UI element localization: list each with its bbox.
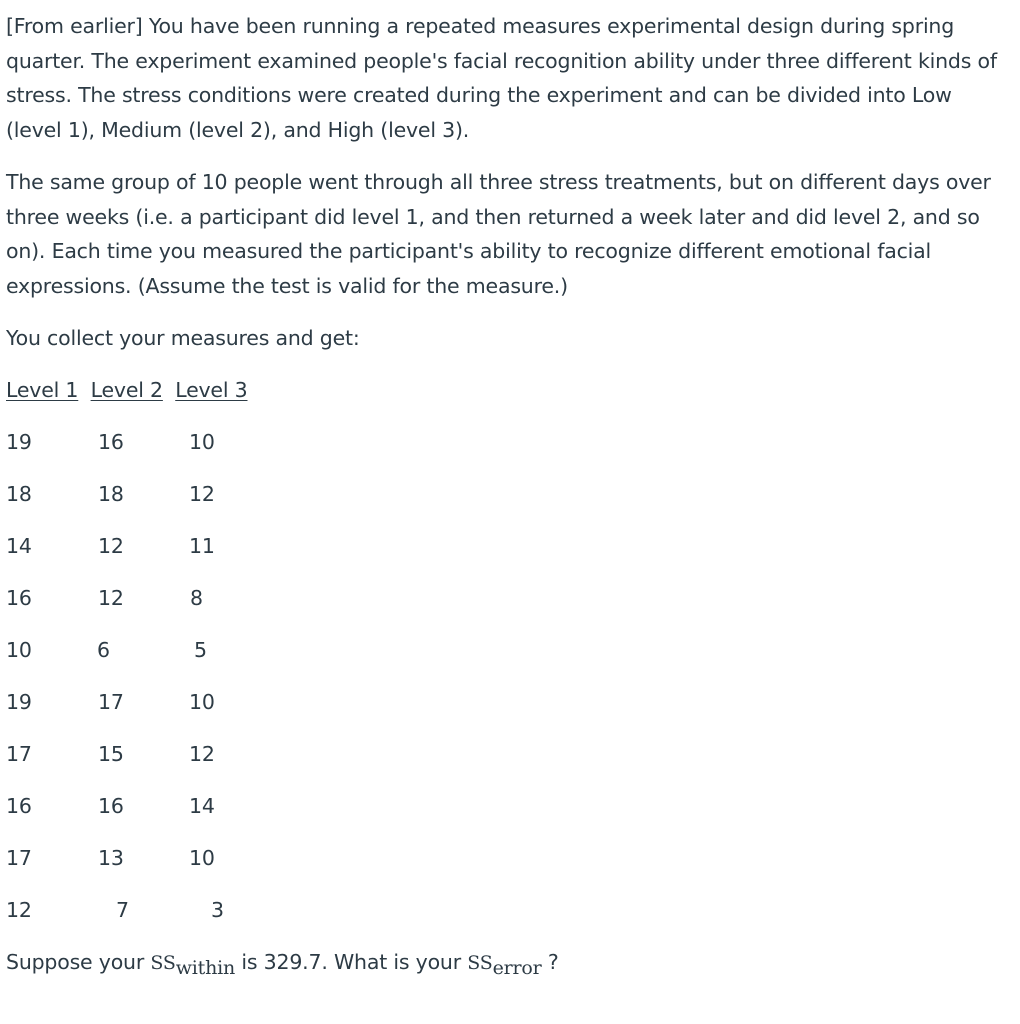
ss-error-subscript: error: [492, 957, 542, 979]
cell-level-3: 14: [189, 794, 215, 818]
cell-level-1: 19: [6, 690, 32, 714]
table-row: [0, 425, 400, 459]
cell-level-3: 10: [189, 430, 215, 454]
cell-level-1: 19: [6, 430, 32, 454]
cell-level-1: 14: [6, 534, 32, 558]
question-suffix: ?: [541, 950, 559, 974]
intro-paragraph-3: You collect your measures and get:: [6, 326, 360, 350]
cell-level-2: 6: [97, 638, 110, 662]
question-prefix: Suppose your: [6, 950, 151, 974]
cell-level-1: 16: [6, 794, 32, 818]
column-header-level-3: Level 3: [175, 378, 248, 402]
table-row: [0, 841, 400, 875]
question-middle: is 329.7. What is your: [235, 950, 468, 974]
table-row: [0, 529, 400, 563]
intro-paragraph-2: The same group of 10 people went through all three stress treatments, but on different days over three weeks (i.e. a participant did level 1, and then returned a week later and did level 2, and so on). Each time you measured the participant's ability to recognize different emotional facial expressions. (Assume the test is valid for the measure.): [6, 170, 991, 298]
cell-level-3: 5: [194, 638, 207, 662]
ss-within-symbol: SS: [150, 952, 176, 974]
cell-level-2: 12: [98, 586, 124, 610]
cell-level-3: 12: [189, 742, 215, 766]
cell-level-2: 17: [98, 690, 124, 714]
table-row: [0, 893, 400, 927]
cell-level-1: 17: [6, 742, 32, 766]
table-row: [0, 789, 400, 823]
cell-level-1: 10: [6, 638, 32, 662]
table-row: [0, 633, 400, 667]
column-header-level-2: Level 2: [90, 378, 163, 402]
cell-level-3: 10: [189, 690, 215, 714]
cell-level-3: 3: [211, 898, 224, 922]
cell-level-2: 15: [98, 742, 124, 766]
cell-level-1: 12: [6, 898, 32, 922]
cell-level-3: 11: [189, 534, 215, 558]
cell-level-2: 13: [98, 846, 124, 870]
table-header: [6, 373, 254, 407]
intro-paragraph-1: [From earlier] You have been running a repeated measures experimental design during spring quarter. The experiment examined people's facial recognition ability under three different kinds of stress. The stress conditions were created during the experiment and can be divided into Low (level 1), Medium (level 2), and High (level 3).: [6, 14, 997, 142]
table-row: [0, 477, 400, 511]
table-row: [0, 737, 400, 771]
table-row: [0, 581, 400, 615]
cell-level-2: 18: [98, 482, 124, 506]
cell-level-2: 12: [98, 534, 124, 558]
cell-level-1: 18: [6, 482, 32, 506]
cell-level-3: 12: [189, 482, 215, 506]
table-row: [0, 685, 400, 719]
cell-level-2: 16: [98, 794, 124, 818]
question-prompt: [6, 945, 559, 980]
cell-level-2: 16: [98, 430, 124, 454]
ss-within-subscript: within: [175, 957, 236, 979]
ss-error-symbol: SS: [467, 952, 493, 974]
column-header-level-1: Level 1: [6, 378, 79, 402]
cell-level-3: 10: [189, 846, 215, 870]
cell-level-1: 16: [6, 586, 32, 610]
cell-level-1: 17: [6, 846, 32, 870]
cell-level-3: 8: [190, 586, 203, 610]
cell-level-2: 7: [116, 898, 129, 922]
